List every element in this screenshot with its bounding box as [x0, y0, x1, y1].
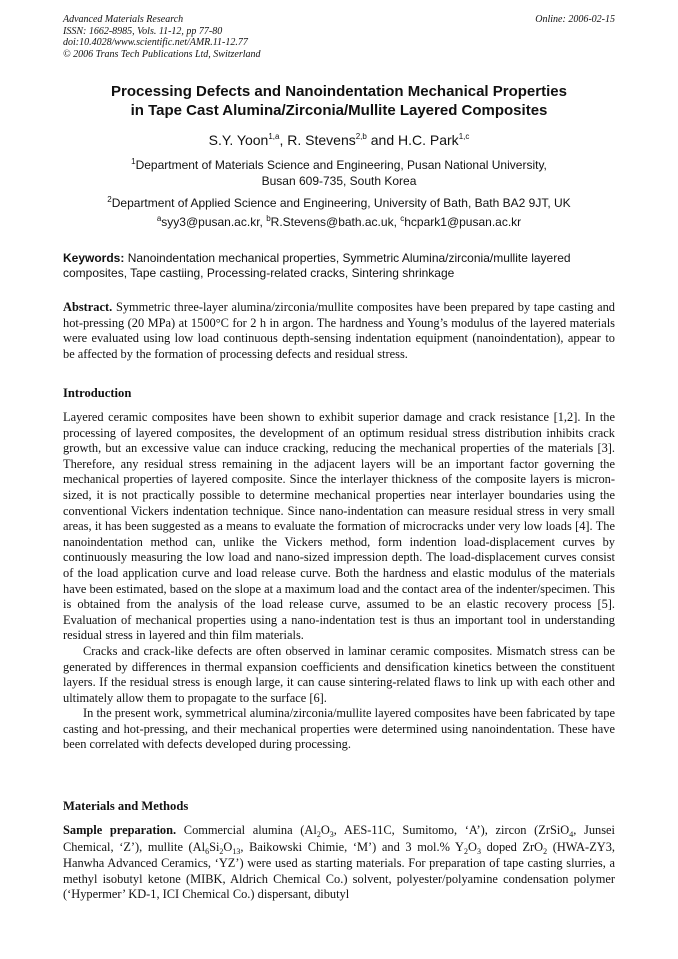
email-a-sup: a — [156, 214, 162, 223]
paragraph: Cracks and crack-like defects are often observed in laminar ceramic composites. Mismatch stress can be generated by differences in thermal expansion coefficients and densification kinetics between the constituent layers. If the residual stress is enough large, it can cause sintering-related flaws to link up with each other and ultimately allow them to propagate to the surface [6]. — [63, 643, 615, 705]
keywords-label: Keywords: — [63, 251, 125, 265]
text-run: doped ZrO — [480, 839, 544, 854]
affiliation-1-text: Department of Materials Science and Engineering, Pusan National University, — [135, 158, 547, 172]
email-c-sup: c — [400, 214, 405, 223]
publication-info — [63, 14, 615, 60]
text-run: Commercial alumina (Al — [176, 823, 317, 837]
affiliation-2-sup: 2 — [107, 195, 112, 204]
issn-line: ISSN: 1662-8985, Vols. 11-12, pp 77-80 — [63, 25, 223, 37]
affiliation-2-text: Department of Applied Science and Engineering, University of Bath, Bath BA2 9JT, UK — [111, 196, 571, 210]
author-separator: , — [279, 132, 288, 148]
introduction-body — [63, 410, 615, 753]
subscript: 6 — [205, 846, 210, 856]
text-run: Si — [209, 839, 220, 854]
text-run: , AES-11C, Sumitomo, ‘A’), zircon (ZrSiO — [333, 823, 570, 837]
email-list — [63, 214, 615, 230]
subsection-label: Sample preparation. — [63, 823, 177, 837]
publication-header — [63, 14, 615, 60]
online-date: Online: 2006-02-15 — [535, 14, 615, 25]
subscript: 3 — [329, 830, 334, 839]
text-run: (HWA-ZY3, Hanwha Advanced Ceramics, ‘YZ’) were used as starting materials. For preparation of tape casting slurries, a methyl isobutyl ketone (MIBK, Aldrich Chemical Co.) solvent, polyester/polyamine condensation polymer (‘Hypermer’ KD-1, ICI Chemical Co.) dispersant, dibutyl — [63, 839, 615, 902]
affiliation-1-line-1 — [63, 157, 615, 173]
abstract-text: Symmetric three-layer alumina/zirconia/mullite composites have been prepared by tape casting and hot-pressing (20 MPa) at 1500°C for 2 h in argon. The hardness and Young’s modulus of the layered materials were evaluated using low load continuous depth-sensing indentation equipment (nanoindentation), appear to be affected by the formation of processing defects and residual stress. — [63, 300, 615, 361]
author-1-sup: 1,a — [268, 132, 280, 141]
text-run: , Baikowski Chimie, ‘M’) and 3 mol.% Y — [240, 839, 464, 854]
text-run: , Junsei Chemical, ‘Z’), mullite (Al — [63, 823, 615, 854]
author-1: S.Y. Yoon — [208, 132, 269, 148]
author-3: H.C. Park — [398, 132, 459, 148]
email-a: syy3@pusan.ac.kr, — [161, 215, 267, 229]
paragraph: In the present work, symmetrical alumina/zirconia/mullite layered composites have been fabricated by tape casting and hot-pressing, and their mechanical properties were determined using nanoindentation. These have been correlated with defects developed during processing. — [63, 706, 615, 752]
affiliation-1-line-2: Busan 609-735, South Korea — [261, 174, 417, 188]
subscript: 3 — [476, 846, 481, 856]
author-3-sup: 1,c — [458, 132, 470, 141]
affiliation-1-sup: 1 — [131, 157, 136, 166]
author-2: R. Stevens — [287, 132, 356, 148]
title-line-2: in Tape Cast Alumina/Zirconia/Mullite Layered Composites — [130, 102, 548, 119]
subscript: 2 — [543, 846, 548, 856]
text-run: O — [320, 823, 330, 837]
email-b: R.Stevens@bath.ac.uk, — [270, 215, 401, 229]
keywords-text: Nanoindentation mechanical properties, Symmetric Alumina/zirconia/mullite layered composites, Tape castiing, Processing-related cracks, Sintering shrinkage — [63, 251, 571, 280]
subscript: 4 — [569, 830, 574, 839]
section-heading-materials-methods: Materials and Methods — [63, 799, 189, 813]
author-separator: and — [366, 132, 398, 148]
abstract-label: Abstract. — [63, 300, 113, 314]
paper-title — [63, 82, 615, 120]
email-c: hcpark1@pusan.ac.kr — [404, 215, 522, 229]
copyright-line: © 2006 Trans Tech Publications Ltd, Switzerland — [63, 48, 261, 60]
doi-line: doi:10.4028/www.scientific.net/AMR.11-12.77 — [63, 37, 248, 48]
affiliation-2 — [63, 195, 615, 211]
title-line-1: Processing Defects and Nanoindentation Mechanical Properties — [111, 83, 567, 100]
paragraph: Layered ceramic composites have been shown to exhibit superior damage and crack resistance [1,2]. In the processing of layered composites, the development of an optimum residual stress distribution inhibits crack growth, but an excessive value can induce cracking, reducing the mechanical properties of the materials [3]. Therefore, any residual stress remaining in the adjacent layers will be an important factor governing the mechanical properties of layered composite. Since the interlayer thickness of the composite layers is micron-sized, it is not practically possible to determine mechanical properties near interlayer boundaries using the conventional Vickers indentation technique. Since nano-indentation can measure residual stress in very small areas, it has been suggested as a means to evaluate the formation of microcracks under very low loads [4]. The nanoindentation method can, unlike the Vickers method, form indention load-displacement curves by continuously measuring the low load and nano-sized impression depth. The load-displacement curves consist of the load application curve and load release curve. Both the hardness and elastic modulus of the materials have been estimated, based on the slope at a maximum load and the contact area of the indenter/specimen. This is obtained from the analysis of the load release curve, assumed to be an elastic recovery process [5]. Evaluation of mechanical properties using a nano-indentation test is thus an important tool in understanding residual stress in layered and thin film materials. — [63, 410, 615, 643]
text-run: O — [223, 839, 233, 854]
section-heading-introduction: Introduction — [63, 386, 132, 400]
abstract — [63, 300, 615, 362]
author-list — [63, 131, 615, 149]
journal-name: Advanced Materials Research — [63, 14, 184, 25]
author-2-sup: 2,b — [355, 132, 367, 141]
subscript: 2 — [464, 846, 468, 856]
email-b-sup: b — [266, 214, 271, 223]
subscript: 2 — [316, 830, 321, 839]
keywords — [63, 251, 615, 281]
affiliation-1 — [63, 157, 615, 189]
text-run: O — [468, 839, 477, 854]
subscript: 13 — [232, 846, 241, 856]
sample-preparation-paragraph — [63, 823, 615, 903]
subscript: 2 — [219, 846, 224, 856]
